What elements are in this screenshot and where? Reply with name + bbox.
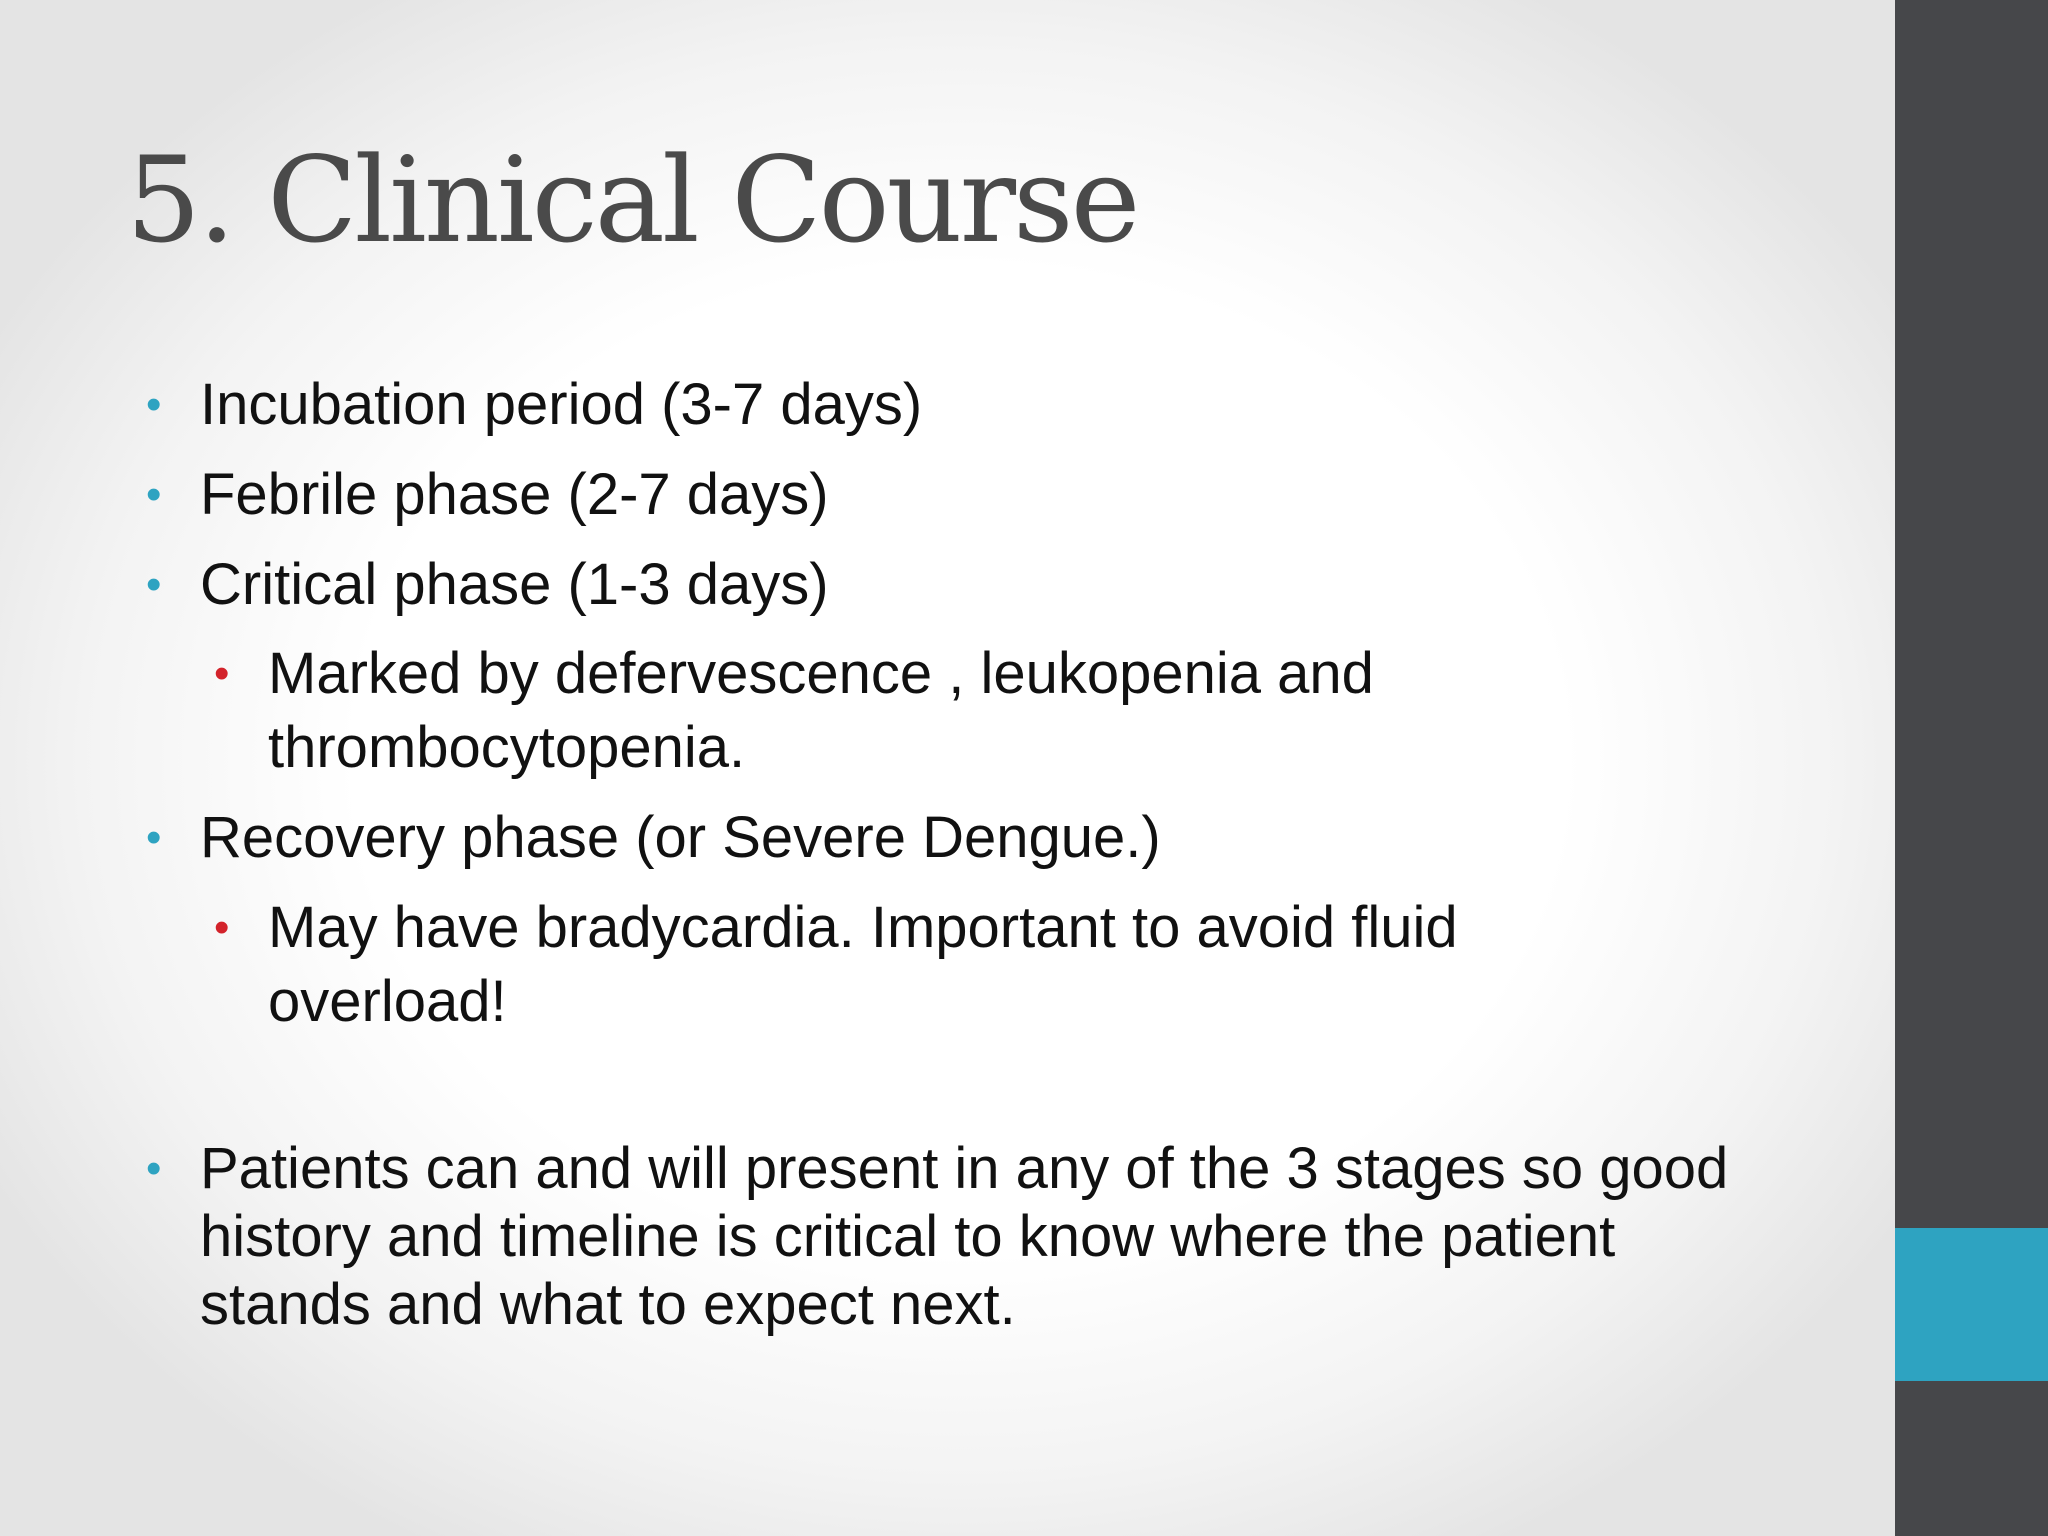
sub-bullet-text: May have bradycardia. Important to avoid fluid overload!	[268, 895, 1458, 1034]
bullet-dot-icon: •	[146, 813, 162, 862]
bullet-febrile-phase	[146, 450, 1846, 540]
sidebar-accent-block	[1895, 1228, 2048, 1381]
bullet-recovery-phase	[146, 793, 1846, 883]
bullet-text: Patients can and will present in any of the 3 stages so good history and timeline is critical to know where the patient stands and what to expect next.	[200, 1136, 1729, 1337]
sub-bullet-dot-icon: •	[214, 649, 230, 698]
bullet-dot-icon: •	[146, 470, 162, 519]
sub-bullet-recovery-phase-detail	[214, 891, 1714, 1039]
bullet-dot-icon: •	[146, 380, 162, 429]
bullet-critical-phase	[146, 540, 1846, 630]
bullet-dot-icon: •	[146, 560, 162, 609]
bullet-text: Critical phase (1-3 days)	[200, 552, 829, 617]
bullet-text: Febrile phase (2-7 days)	[200, 462, 829, 527]
slide-title: 5. Clinical Course	[126, 131, 1138, 269]
sub-bullet-critical-phase-detail	[214, 637, 1714, 785]
bullet-patients-present-note	[146, 1135, 1846, 1339]
bullet-text: Incubation period (3-7 days)	[200, 372, 923, 437]
sub-bullet-dot-icon: •	[214, 903, 230, 952]
sub-bullet-text: Marked by defervescence , leukopenia and thrombocytopenia.	[268, 641, 1374, 780]
bullet-text: Recovery phase (or Severe Dengue.)	[200, 805, 1161, 870]
bullet-dot-icon: •	[146, 1144, 162, 1193]
bullet-incubation-period	[146, 360, 1846, 450]
